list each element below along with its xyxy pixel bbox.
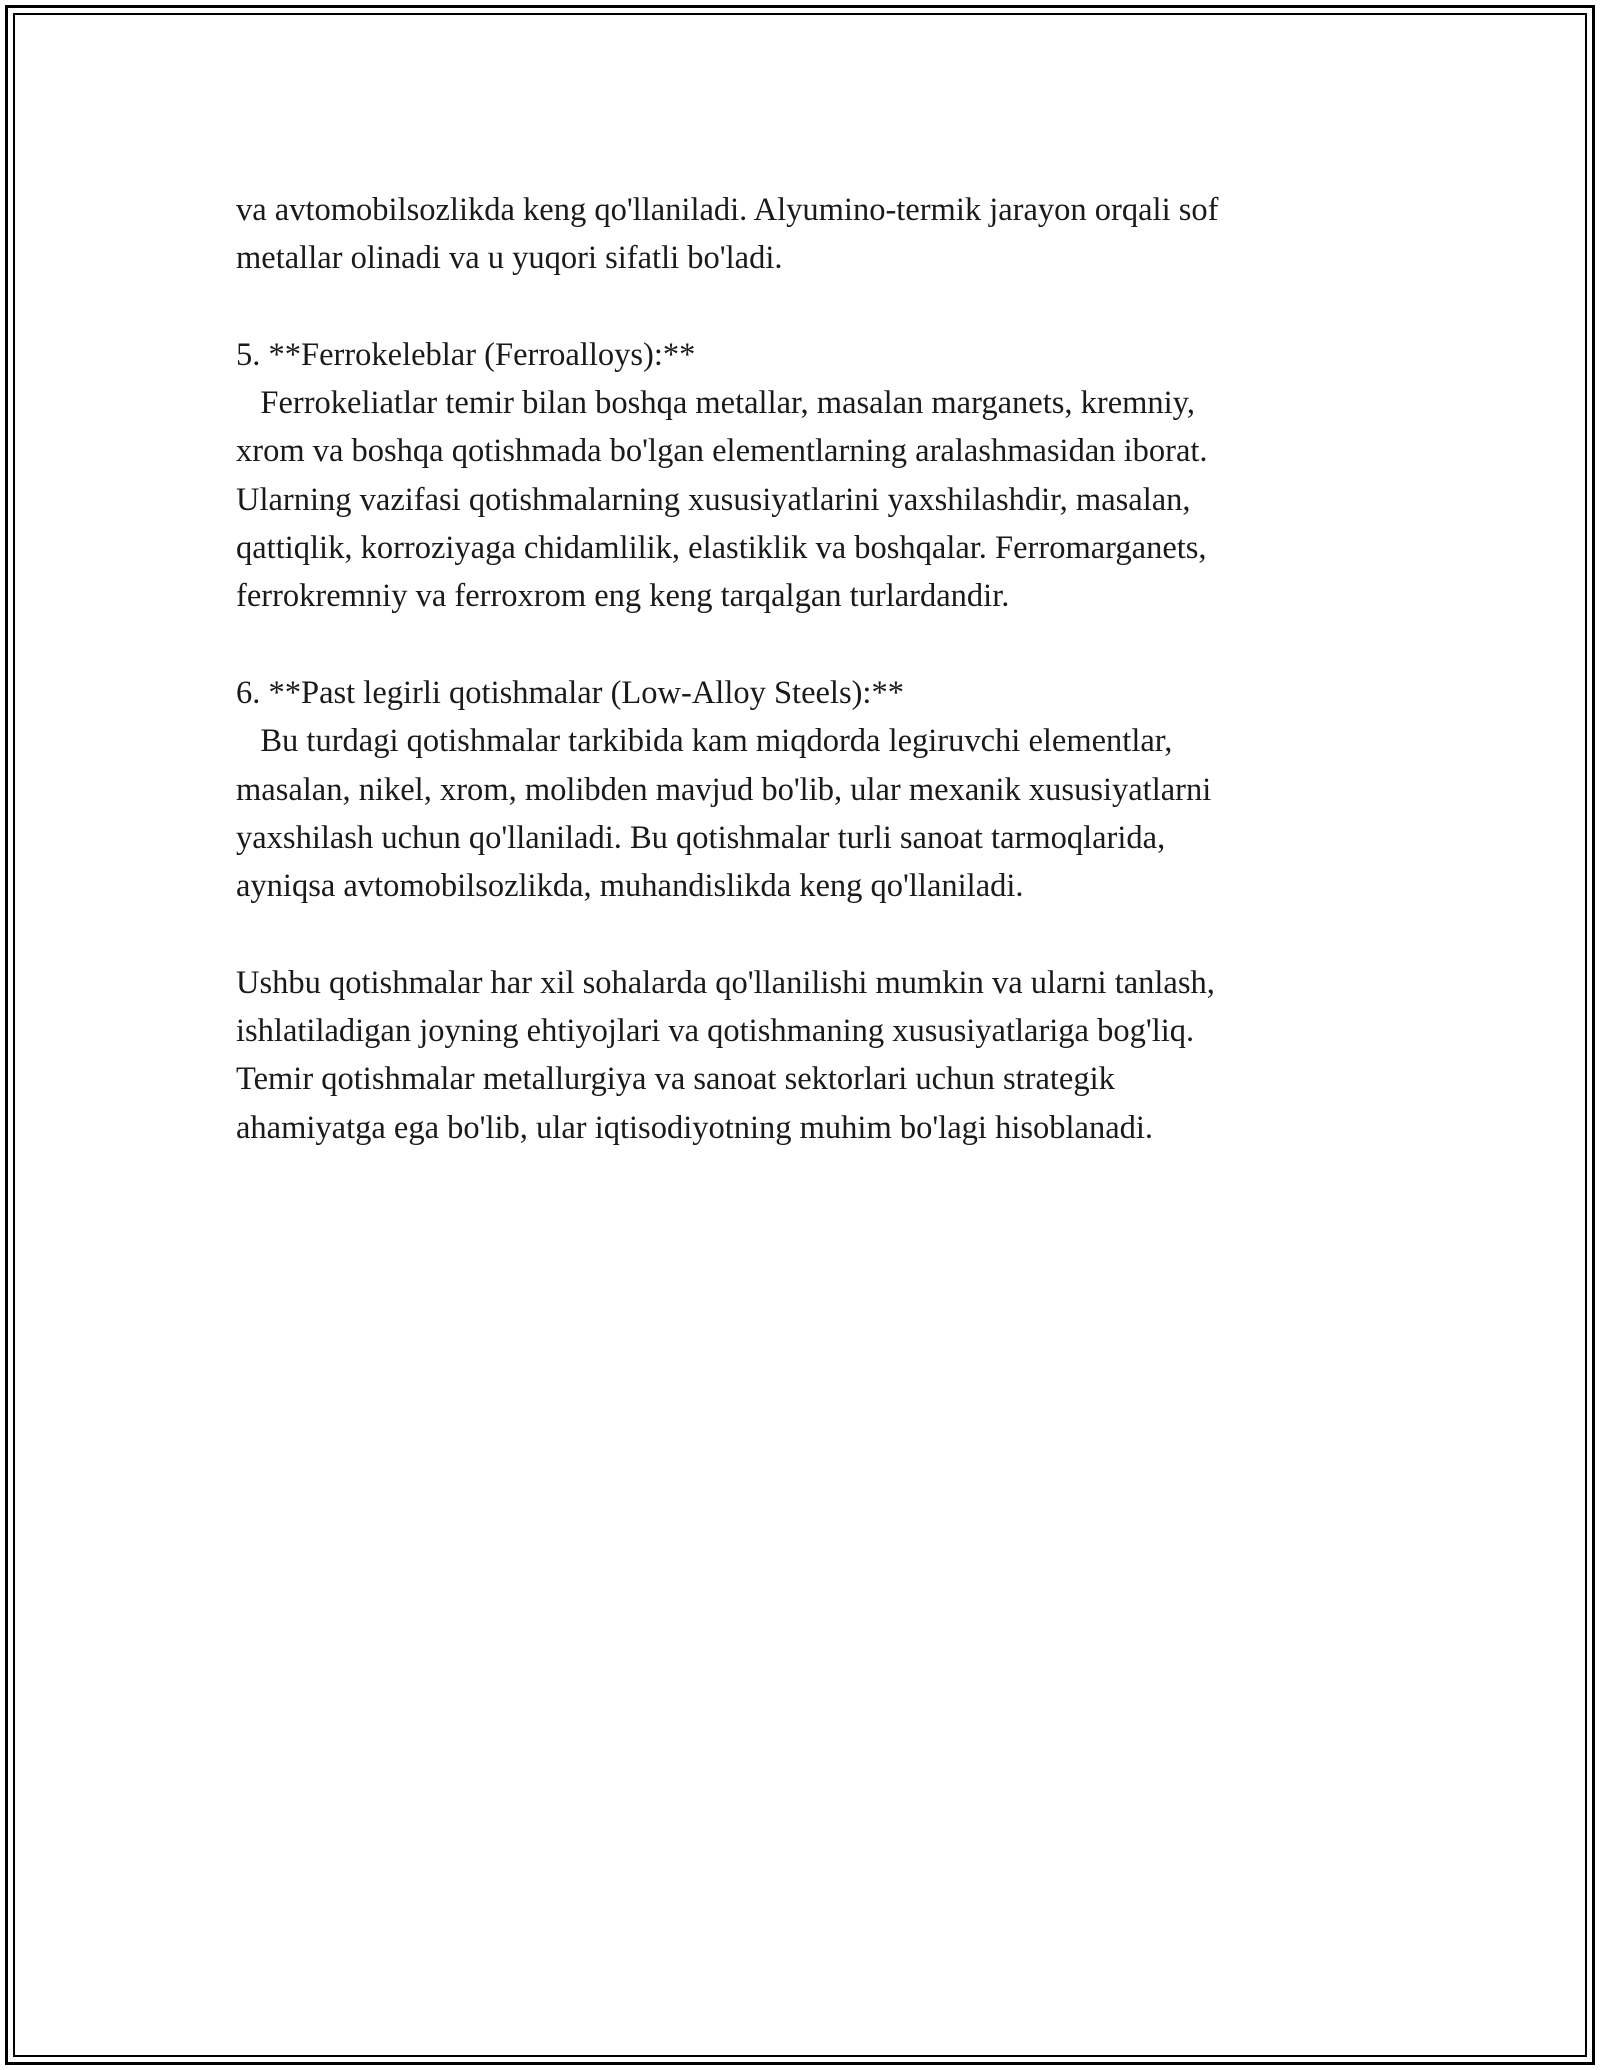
conclusion-paragraph (236, 959, 1386, 1152)
text-line: Ularning vazifasi qotishmalarning xususiyatlarini yaxshilashdir, masalan, (236, 481, 1191, 518)
text-line: masalan, nikel, xrom, molibden mavjud bo'lib, ular mexanik xususiyatlarni (236, 771, 1212, 808)
text-line: Ushbu qotishmalar har xil sohalarda qo'llanilishi mumkin va ularni tanlash, (236, 964, 1215, 1001)
text-line: ayniqsa avtomobilsozlikda, muhandislikda keng qo'llaniladi. (236, 868, 1024, 905)
paragraph-spacer (236, 621, 1386, 669)
document-body (236, 186, 1386, 1152)
section-6-heading: 6. **Past legirli qotishmalar (Low-Alloy Steels):** (236, 674, 904, 711)
text-line: metallar olinadi va u yuqori sifatli bo'ladi. (236, 240, 783, 277)
text-line: Ferrokeliatlar temir bilan boshqa metallar, masalan marganets, kremniy, (236, 385, 1195, 422)
intro-paragraph (236, 186, 1386, 283)
section-5-heading: 5. **Ferrokeleblar (Ferroalloys):** (236, 336, 696, 373)
section-6 (236, 669, 1386, 910)
text-line: Bu turdagi qotishmalar tarkibida kam miqdorda legiruvchi elementlar, (236, 723, 1173, 760)
text-line: qattiqlik, korroziyaga chidamlilik, elastiklik va boshqalar. Ferromarganets, (236, 530, 1207, 567)
paragraph-spacer (236, 283, 1386, 331)
paragraph-spacer (236, 910, 1386, 958)
text-line: ahamiyatga ega bo'lib, ular iqtisodiyotning muhim bo'lagi hisoblanadi. (236, 1109, 1154, 1146)
text-line: yaxshilash uchun qo'llaniladi. Bu qotishmalar turli sanoat tarmoqlarida, (236, 819, 1166, 856)
text-line: ishlatiladigan joyning ehtiyojlari va qotishmaning xususiyatlariga bog'liq. (236, 1013, 1195, 1050)
text-line: va avtomobilsozlikda keng qo'llaniladi. Alyumino-termik jarayon orqali sof (236, 192, 1219, 228)
text-line: Temir qotishmalar metallurgiya va sanoat sektorlari uchun strategik (236, 1061, 1115, 1098)
section-5 (236, 331, 1386, 621)
text-line: xrom va boshqa qotishmada bo'lgan elementlarning aralashmasidan iborat. (236, 433, 1208, 470)
text-line: ferrokremniy va ferroxrom eng keng tarqalgan turlardandir. (236, 578, 1010, 615)
